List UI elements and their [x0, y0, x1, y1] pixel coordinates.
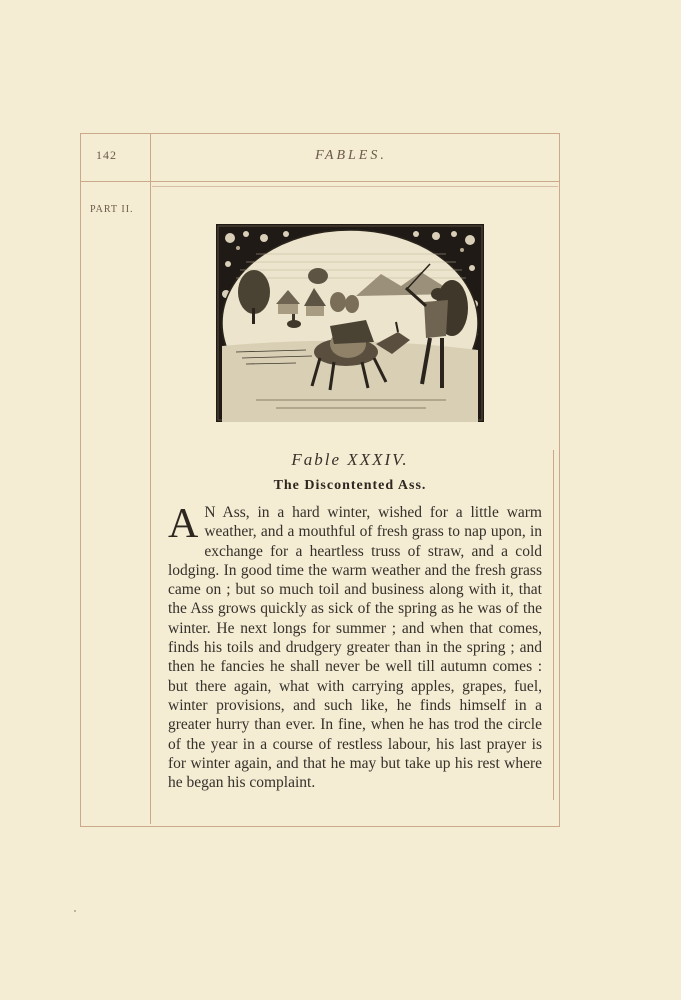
part-label: PART II. — [90, 204, 134, 215]
margin-rule — [150, 134, 151, 824]
running-head: FABLES. — [315, 148, 387, 163]
woodcut-illustration — [216, 224, 484, 422]
drop-cap: A — [168, 501, 199, 547]
header-rule-inner — [152, 186, 558, 187]
fable-paragraph: N Ass, in a hard winter, wished for a little warm weather, and a mouthful of fresh grass to nap upon, in exchange for a heartless truss of straw, and a cold lodging. In good time the warm weather and the fresh grass came on ; but so much toil and business along with it, that the Ass grows quickly as sick of the spring as he was of the winter. He next longs for summer ; and when that comes, finds his toils and drudgery greater than in the spring ; and then he fancies he shall never be well till autumn comes : but there again, what with carrying apples, grapes, fuel, winter provisions, and such like, he finds himself in a greater hurry than ever. In fine, when he has trod the circle of the year in a course of restless labour, his last prayer is for winter again, and that he may but take up his rest where he began his complaint. — [168, 504, 542, 792]
fable-body — [168, 503, 542, 792]
fable-title: Fable XXXIV. — [291, 450, 409, 469]
paper-speck — [74, 910, 76, 912]
fable-subtitle: The Discontented Ass. — [273, 478, 427, 493]
header-rule — [81, 181, 559, 182]
right-rule — [553, 450, 554, 800]
page-number: 142 — [96, 148, 117, 162]
